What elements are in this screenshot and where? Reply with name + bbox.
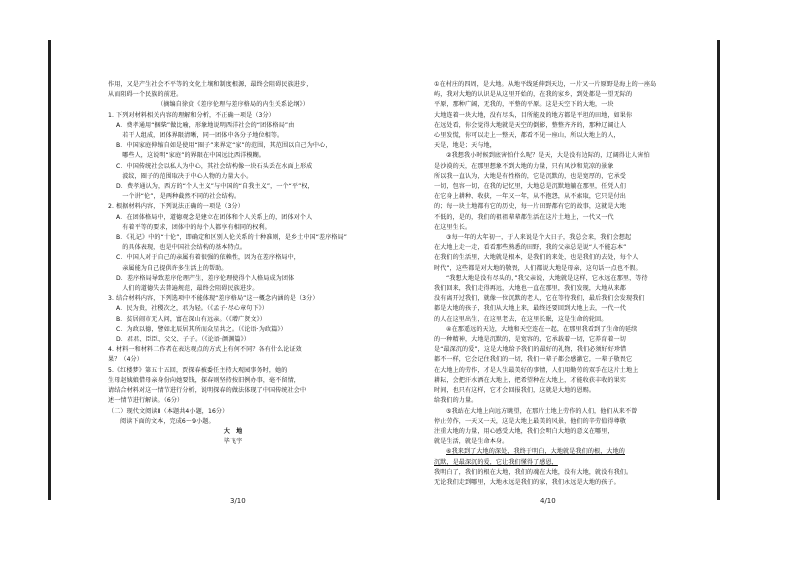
left-page-line: （二）现代文阅读Ⅱ（本题共4小题，16分） [108, 407, 229, 415]
left-page-line: 5.《红楼梦》第五十五回，贾探春被委任主持大观园事务时，她的 [108, 366, 288, 374]
left-page-line: A．在团体格局中，道德观念是建立在团体和个人关系上的，团体对个人 [116, 213, 313, 221]
right-page-line: 平原，那种广阔，无我的，平整的平原。这是天空下的大地，一块 [434, 101, 614, 109]
left-page-line: C．中国人对于自己的亲属有着很强的依赖性，因为在差序格局中， [116, 254, 300, 262]
right-page-line: 没有离开过我们，就像一位沉默的老人，它在等待我们，最后我们会发现我们 [434, 295, 645, 303]
left-page-line: 3. 结合材料内容，下列选项中不能体现“差序格局”这一概念内涵的是（3分） [108, 295, 319, 303]
right-page-line: 注重大地的力量，用心感受大地，我们会明白大地的意义在哪里， [434, 427, 614, 435]
left-page-line: 阅读下面的文本，完成6～9小题。 [120, 417, 215, 425]
left-page-line: 哪些人，这说明“家庭”的界限在中国远比西洋模糊。 [116, 152, 265, 160]
left-page-line: 人们的道德失去普遍规范，最终会阻碍民族进步。 [116, 285, 259, 293]
right-page-line: 不低的，是的，我们的祖祖辈辈都生活在这片土地上，一代又一代 [434, 213, 614, 221]
right-page-line: 天是，地是；天与地， [434, 142, 496, 150]
left-page-line: A．民为贵，社稷次之，君为轻。（《孟子·尽心章句下》） [116, 305, 268, 313]
right-page-line: ④在那遥远的天边，大地和天空连在一起，在那里我看到了生命的延续 [446, 325, 638, 333]
left-page-line: C．中国传统社会以私人为中心，其社会结构像一块石头丢在水面上形成 [116, 162, 313, 170]
right-page-line: 时间，也只有这样，它才会回报我们，这就是大地的恩赐。 [434, 387, 596, 395]
right-page-line: 是“最深沉的爱”，这是大地给予我们的最好的礼物，我们必须好好珍惜 [434, 346, 627, 354]
left-page-line: 请结合材料对这一情节进行分析，说明探春的做法体现了中国传统社会中 [108, 387, 307, 395]
left-page-number: 3/10 [230, 497, 246, 505]
right-page-number: 4/10 [540, 497, 556, 505]
left-page-line: 2. 根据材料内容，下列说法正确的一项是（3分） [108, 203, 244, 211]
left-page-line: 亲属能为自己提供许多生活上的帮助。 [116, 264, 228, 272]
left-page-line: D．差序格局导致差序伦理产生，差序伦理使得个人格局成为团体 [116, 274, 295, 282]
right-page-line: 大地连着一块大地，没有尽头，目所能及的地方都是平坦的田地，如果你 [434, 111, 633, 119]
left-page-line: （摘编自徐贲《差序伦理与差序格局的内生关系论纲》） [157, 101, 309, 109]
right-page-line: 屿，我对大地的认识是从这里开始的，在我的家乡，到处都是一望无际的 [434, 91, 633, 99]
left-page-text [108, 80, 358, 490]
right-page-line: 在它身上耕种、收获，一年又一年，从不抱怨，从不索取，它只是付出 [434, 193, 627, 201]
right-page-line: 在远处看，你会觉得大地就是天空的倒影，整整齐齐的，那种辽阔让人 [434, 121, 627, 129]
right-page-line: 我明白了，我们的根在大地，我们的魂在大地，没有大地，就没有我们。 [434, 468, 633, 476]
right-page-line: 耕耘，会把汗水洒在大地上，把希望种在大地上，才能收获丰收的果实 [434, 376, 627, 384]
left-page-line: 一个讲“伦”，是两种截然不同的社会结构。 [116, 193, 241, 201]
right-page-line: 时代”，这些都是对大地的敬畏，人们都说大地是母亲，这句话一点也不假。 [434, 264, 642, 272]
left-page-line: A．费孝通用“捆柴”做比喻，形象地说明西洋社会的“团体格局”由 [116, 121, 295, 129]
scan-right-border [717, 40, 720, 500]
right-page-line: 无论我们走到哪里，大地永远是我们的家，我们永远是大地的孩子。 [434, 478, 620, 486]
right-page-line: 是沙漠的天，在那里想象不到大地的力量，只有风沙和荒凉的景象 [434, 162, 614, 170]
left-page-line: 1. 下列对材料相关内容的理解和分析，不正确一项是（3分） [108, 111, 275, 119]
left-page-line: B．中国家庭伸缩自如是使用“圈子”来界定“家”的范围，其范围以自己为中心， [116, 142, 332, 150]
right-page-line: 心里发慌，你可以走上一整天，都看不见一座山，所以大地上的人， [434, 132, 620, 140]
right-page-line: 沉默，是最深沉的爱，它让我们懂得了感恩， [434, 458, 558, 466]
left-page-line: 4. 材料一和材料二作者在表达观点的方式上有何不同？各有什么论证效 [108, 346, 302, 354]
right-page-line: 在这里生长。 [434, 223, 472, 231]
right-page-line: 在大地上走一走，看看那些熟悉的田野，我的父亲总是说“人不能忘本” [434, 244, 627, 252]
left-page-line: B．贫居闹市无人问，富在深山有远亲。（《增广贤文》） [116, 315, 266, 323]
right-page-line: 的一种精神，大地是沉默的，是宽容的，它承载着一切，它养育着一切 [434, 336, 627, 344]
right-page-line: 给我们的力量。 [434, 397, 478, 405]
left-page-line: 波纹，圈子的范围取决于中心人物的力量大小。 [116, 172, 253, 180]
left-page-line: D．君君、臣臣、父父、子子。（《论语·颜渊篇》） [116, 336, 250, 344]
right-page-line: 在我们的生活里，大地就是根本，是我们的来处，也是我们的去处，每个人 [434, 254, 639, 262]
left-page-line: 有着平等的要求，团体中的每个人都享有相同的权利。 [116, 223, 271, 231]
left-page-line: 生母赵姨娘借母亲身份向她要钱，探春则坚持按旧例办事，毫不留情， [108, 376, 301, 384]
right-page-line: ②我想我小时候到底害怕什么呢？是天，大是没有边际的，辽阔得让人害怕 [446, 152, 650, 160]
right-page-line: 就是生活，就是生命本身。 [434, 438, 509, 446]
left-page-line: B．《礼记》中的“十伦”，即确定和区别人伦关系的十种准则，是乡土中国“差序格局” [116, 234, 348, 242]
left-page-line: 毕飞宇 [223, 438, 243, 446]
right-page-line: 停止劳作，一天又一天，这是大地上最美的风景，他们的辛劳值得尊敬 [434, 417, 627, 425]
right-page-line: ⑤我站在大地上向远方眺望，在那片土地上劳作的人们，他们从来不曾 [446, 407, 638, 415]
right-page-line: 我们回来，我们走得再远，大地也一直在那里，我们发现，大地从来都 [434, 285, 627, 293]
left-page-line: 果？（4分） [108, 356, 143, 364]
right-page-line: 一切，包容一切，在我的记忆里，大地总是沉默地躺在那里，任凭人们 [434, 183, 627, 191]
right-page-line: 在大地上的劳作，才是人生最美好的事情，人们用勤劳的双手在这片土地上 [434, 366, 639, 374]
right-page-line: ①在村庄的四周，是大地。从地平线延伸到天边，一片又一片原野是海上的一座岛 [434, 81, 657, 88]
left-page-line: 大 地 [223, 427, 243, 435]
left-page-line: D．费孝通认为，西方的“个人主义”与中国的“自我主义”，一个“平”权， [116, 183, 314, 191]
right-page-line: 的；每一块土地都有它的历史，每一片田野都有它的故事，这就是大地 [434, 203, 627, 211]
left-page-line: 的具体表现，也是中国社会结构的基本特点。 [116, 244, 247, 252]
right-page-line: 都不一样，它会记住我们的一切，我们一辈子都会感激它，一辈子敬畏它 [434, 356, 633, 364]
scan-left-border [48, 40, 51, 500]
left-page-line: 述一情节进行解读。（6分） [108, 397, 184, 405]
right-page-line: 所以我一直认为，大地是有性格的，它是沉默的，也是宽厚的，它承受 [434, 172, 627, 180]
right-page-line: “我想大地是没有尽头的，”我父亲说，大地就是这样，它永远在那里，等待 [446, 274, 648, 282]
right-page-line: ⑥我来到了大地的深处，我终于明白，大地就是我们的根，大地的 [446, 448, 625, 456]
right-page-line: ③每一年的大年初一，于人来说是个大日子，我总会来，我们会想起 [446, 234, 632, 242]
left-page-line: 从而阻碍一个民族的前进。 [108, 91, 183, 99]
left-page-line: C．为政以德，譬如北辰居其所而众星共之。（《论语·为政篇》） [116, 325, 287, 333]
right-page-line: 的人在这里出生，在这里老去，在这里长眠，这是生命的轮回。 [434, 315, 608, 323]
right-page-text [434, 80, 686, 490]
right-page-line: 都是大地的孩子，我们从大地上来，最终还要回到大地上去，一代一代 [434, 305, 627, 313]
left-page-line: 作用，又是产生社会不平等的文化土壤和制度根源，最终会阻碍民族进步， [108, 81, 313, 88]
left-page-line: 若干人组成，团体界限清晰，同一团体中各分子地位相等。 [116, 132, 284, 140]
